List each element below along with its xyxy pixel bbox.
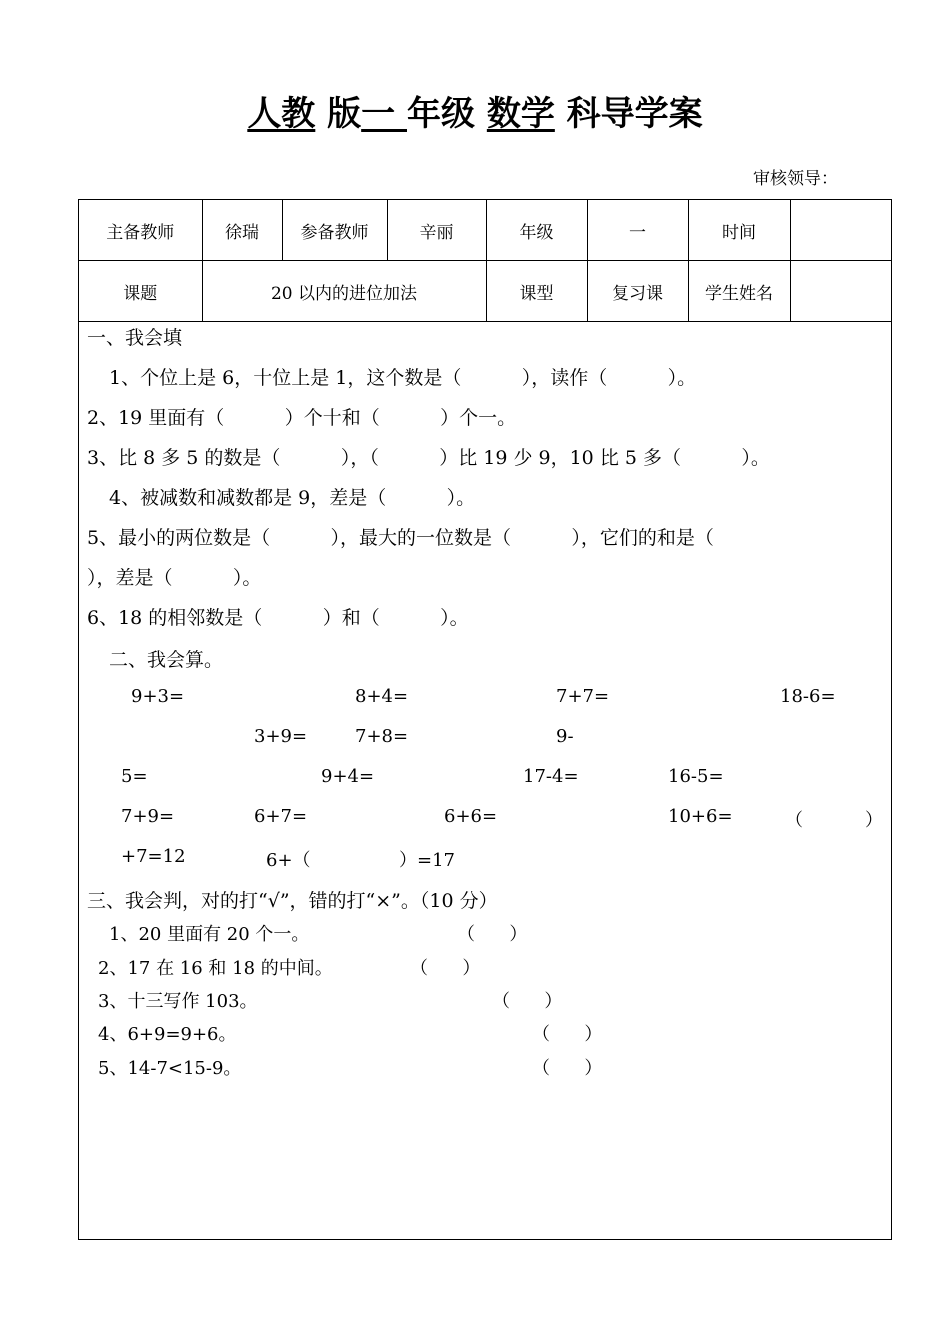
header-cell: 20 以内的进位加法 xyxy=(202,261,486,322)
header-cell: 课题 xyxy=(79,261,202,322)
question-line: 3、比 8 多 5 的数是（ ），（ ）比 19 少 9，10 比 5 多（ ）。 xyxy=(87,447,770,469)
section-title: 一、我会填 xyxy=(87,327,183,349)
calc-item: 17-4= xyxy=(523,766,579,787)
judge-item: 5、14-7<15-9。 xyxy=(98,1058,242,1079)
judge-item: 1、20 里面有 20 个一。 xyxy=(109,924,310,945)
calc-item: 7+8= xyxy=(355,726,409,747)
calc-item: 6+（ xyxy=(266,850,311,871)
calc-item: 6+7= xyxy=(254,806,308,827)
reviewer-label: 审核领导： xyxy=(753,169,838,189)
title-part: 数学 xyxy=(486,94,555,134)
header-cell: 主备教师 xyxy=(79,200,202,261)
section-title: 二、我会算。 xyxy=(109,649,224,671)
calc-item: 9+4= xyxy=(321,766,375,787)
title-part: 人教 xyxy=(247,94,316,134)
calc-item: 6+6= xyxy=(444,806,498,827)
calc-item: 3+9= xyxy=(254,726,308,747)
judge-item: 2、17 在 16 和 18 的中间。 xyxy=(98,958,333,979)
header-table xyxy=(79,200,891,322)
calc-item: 9+3= xyxy=(131,686,185,707)
header-cell: 课型 xyxy=(486,261,587,322)
header-cell: 徐瑞 xyxy=(202,200,282,261)
question-line: ），差是（ ）。 xyxy=(87,567,262,589)
calc-item: +7=12 xyxy=(121,846,186,867)
question-line: 2、19 里面有（ ）个十和（ ）个一。 xyxy=(87,407,517,429)
judge-item: 4、6+9=9+6。 xyxy=(98,1024,237,1045)
title-part: 一 xyxy=(361,94,407,134)
header-cell: 年级 xyxy=(486,200,587,261)
calc-item: 5= xyxy=(121,766,148,787)
header-row xyxy=(79,200,891,261)
header-cell: 时间 xyxy=(688,200,790,261)
header-cell: 参备教师 xyxy=(282,200,387,261)
header-row xyxy=(79,261,891,322)
judge-answer[interactable]: （ ） xyxy=(532,1058,603,1079)
time-field[interactable] xyxy=(790,200,891,261)
header-cell: 复习课 xyxy=(587,261,688,322)
calc-item: 9- xyxy=(556,726,574,747)
question-line: 6、18 的相邻数是（ ）和（ ）。 xyxy=(87,607,469,629)
title-part: 科导学案 xyxy=(554,94,703,134)
calc-item: 16-5= xyxy=(668,766,724,787)
calc-item: 8+4= xyxy=(355,686,409,707)
judge-item: 3、十三写作 103。 xyxy=(98,991,258,1012)
question-line: 4、被减数和减数都是 9，差是（ ）。 xyxy=(109,487,476,509)
header-cell: 辛丽 xyxy=(387,200,486,261)
judge-answer[interactable]: （ ） xyxy=(457,924,528,945)
judge-answer[interactable]: （ ） xyxy=(532,1024,603,1045)
calc-item: 10+6= xyxy=(668,806,733,827)
calc-item: 7+7= xyxy=(556,686,610,707)
section-title: 三、我会判，对的打“√”，错的打“×”。（10 分） xyxy=(87,890,498,912)
calc-item: 18-6= xyxy=(780,686,836,707)
judge-answer[interactable]: （ ） xyxy=(492,991,563,1012)
page-title xyxy=(0,86,950,135)
question-line: 5、最小的两位数是（ ），最大的一位数是（ ），它们的和是（ xyxy=(87,527,714,549)
calc-item: （ xyxy=(785,810,803,831)
calc-item: ） xyxy=(865,810,883,831)
header-cell: 一 xyxy=(587,200,688,261)
judge-answer[interactable]: （ ） xyxy=(410,958,481,979)
title-part: 版 xyxy=(315,94,362,134)
worksheet-frame xyxy=(78,199,892,1240)
calc-item: ）=17 xyxy=(399,850,455,871)
calc-item: 7+9= xyxy=(121,806,175,827)
title-part: 年级 xyxy=(407,94,487,134)
student-name-field[interactable] xyxy=(790,261,891,322)
question-line: 1、个位上是 6，十位上是 1，这个数是（ ），读作（ ）。 xyxy=(109,367,697,389)
header-cell: 学生姓名 xyxy=(688,261,790,322)
